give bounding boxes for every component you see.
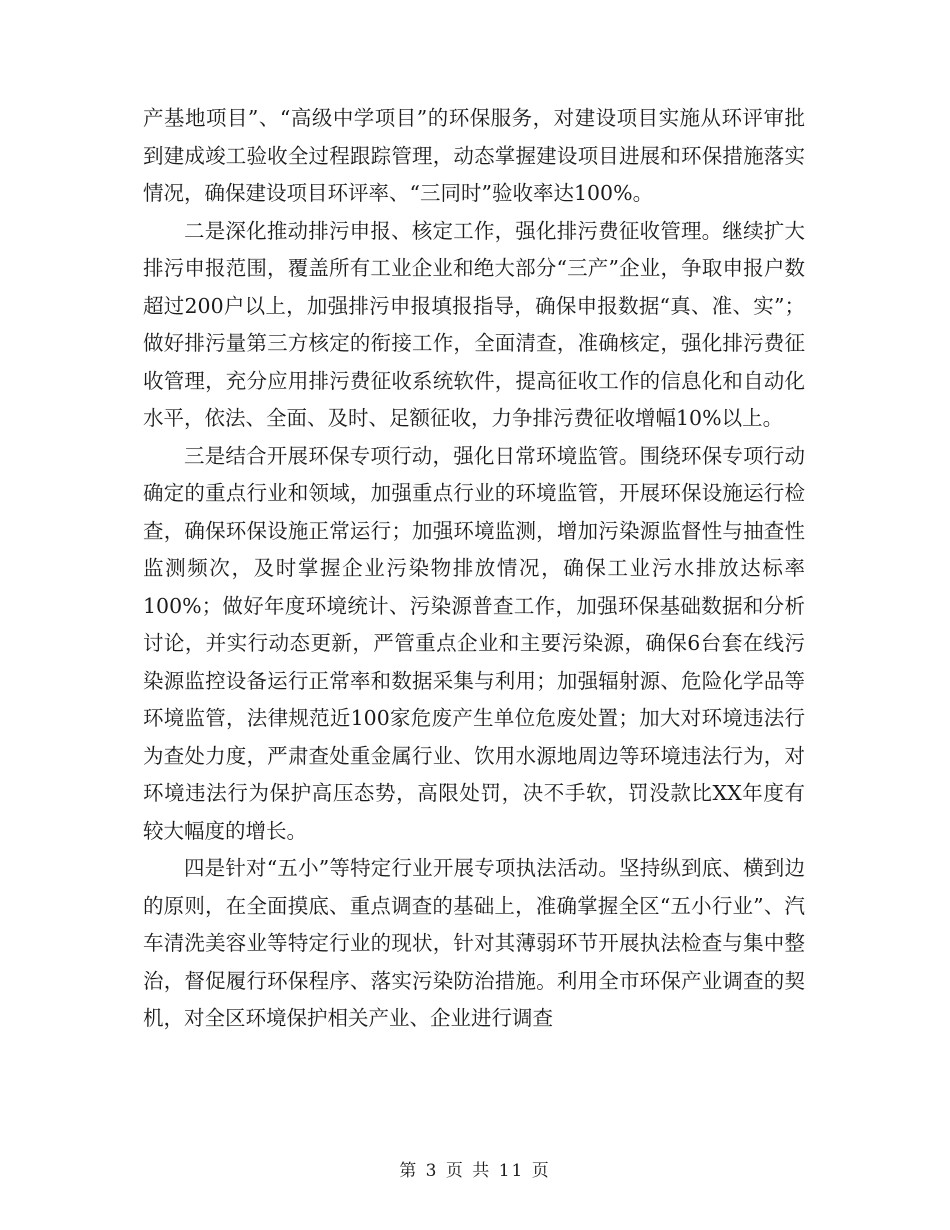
paragraph-3: 三是结合开展环保专项行动，强化日常环境监管。围绕环保专项行动确定的重点行业和领域，加强重点行业的环境监管，开展环保设施运行检查，确保环保设施正常运行；加强环境监测，增加污染源监督性与抽查性监测频次，及时掌握企业污染物排放情况，确保工业污水排放达标率100%；做好年度环境统计、污染源普查工作，加强环保基础数据和分析讨论，并实行动态更新，严管重点企业和主要污染源，确保6台套在线污染源监控设备运行正常率和数据采集与利用；加强辐射源、危险化学品等环境监管，法律规范近100家危废产生单位危废处置；加大对环境违法行为查处力度，严肃查处重金属行业、饮用水源地周边等环境违法行为，对环境违法行为保护高压态势，高限处罚，决不手软，罚没款比XX年度有较大幅度的增长。 <box>143 443 805 843</box>
paragraph-2: 二是深化推动排污申报、核定工作，强化排污费征收管理。继续扩大排污申报范围，覆盖所有工业企业和绝大部分“三产”企业，争取申报户数超过200户以上，加强排污申报填报指导，确保申报数据“真、准、实”；做好排污量第三方核定的衔接工作，全面清查，准确核定，强化排污费征收管理，充分应用排污费征收系统软件，提高征收工作的信息化和自动化水平，依法、全面、及时、足额征收，力争排污费征收增幅10%以上。 <box>143 218 805 430</box>
paragraph-1: 产基地项目”、“高级中学项目”的环保服务，对建设项目实施从环评审批到建成竣工验收全过程跟踪管理，动态掌握建设项目进展和环保措施落实情况，确保建设项目环评率、“三同时”验收率达100%。 <box>143 106 805 205</box>
paragraph-4: 四是针对“五小”等特定行业开展专项执法活动。坚持纵到底、横到边的原则，在全面摸底、重点调查的基础上，准确掌握全区“五小行业”、汽车清洗美容业等特定行业的现状，针对其薄弱环节开展执法检查与集中整治，督促履行环保程序、落实污染防治措施。利用全市环保产业调查的契机，对全区环境保护相关产业、企业进行调查 <box>143 856 805 1030</box>
page-number-footer: 第 3 页 共 11 页 <box>399 1161 551 1181</box>
document-body <box>143 100 805 1038</box>
